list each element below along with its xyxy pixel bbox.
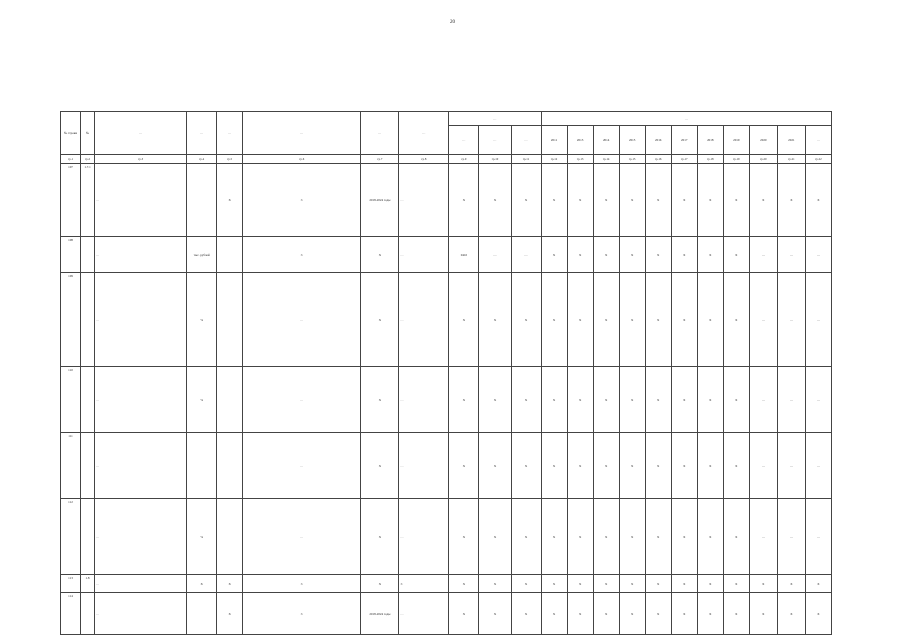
row-number-cell: 112 bbox=[61, 499, 81, 575]
year-value-cell: … bbox=[749, 499, 777, 575]
year-value-cell: … bbox=[749, 433, 777, 499]
year-value-cell: X bbox=[697, 367, 723, 433]
header-year: 2019 bbox=[723, 126, 749, 155]
header-finance-1: … bbox=[449, 126, 479, 155]
year-value-cell: … bbox=[749, 237, 777, 273]
table-row bbox=[61, 367, 832, 433]
header-total: … bbox=[805, 126, 831, 155]
table-body bbox=[61, 155, 832, 635]
name-cell: … bbox=[95, 273, 187, 367]
base-value-cell: X bbox=[217, 164, 243, 237]
year-value-cell: X bbox=[671, 273, 697, 367]
year-value-cell: X bbox=[593, 164, 619, 237]
year-value-cell: X bbox=[567, 575, 593, 593]
year-value-cell: X bbox=[671, 164, 697, 237]
year-value-cell: X bbox=[567, 433, 593, 499]
year-value-cell: X bbox=[619, 273, 645, 367]
header-unit: … bbox=[187, 112, 217, 155]
finance-cell: … bbox=[511, 237, 541, 273]
finance-cell: X bbox=[511, 273, 541, 367]
year-value-cell: X bbox=[723, 499, 749, 575]
total-value-cell: X bbox=[805, 575, 831, 593]
column-number-cell: гр.4 bbox=[187, 155, 217, 164]
unit-cell bbox=[187, 593, 217, 635]
unit-cell: % bbox=[187, 273, 217, 367]
total-value-cell: … bbox=[805, 273, 831, 367]
column-number-cell: гр.20 bbox=[749, 155, 777, 164]
total-value-cell: X bbox=[805, 164, 831, 237]
method-cell: X bbox=[243, 164, 361, 237]
column-number-cell: гр.2 bbox=[81, 155, 95, 164]
year-value-cell: X bbox=[645, 575, 671, 593]
year-value-cell: X bbox=[593, 237, 619, 273]
row-number-cell: 110 bbox=[61, 367, 81, 433]
method-cell: … bbox=[243, 367, 361, 433]
header-finance-3: … bbox=[511, 126, 541, 155]
method-cell: X bbox=[243, 237, 361, 273]
finance-cell: X bbox=[449, 499, 479, 575]
year-value-cell: X bbox=[671, 433, 697, 499]
year-value-cell: … bbox=[777, 237, 805, 273]
year-value-cell: X bbox=[619, 593, 645, 635]
subnumber-cell bbox=[81, 367, 95, 433]
responsible-cell: X bbox=[399, 575, 449, 593]
deadline-cell: 2018-2024 годы bbox=[361, 164, 399, 237]
deadline-cell: X bbox=[361, 273, 399, 367]
finance-cell: X bbox=[511, 593, 541, 635]
header-year: 2016 bbox=[645, 126, 671, 155]
year-value-cell: X bbox=[697, 433, 723, 499]
base-value-cell bbox=[217, 499, 243, 575]
subnumber-cell bbox=[81, 593, 95, 635]
year-value-cell: X bbox=[567, 273, 593, 367]
year-value-cell: X bbox=[619, 575, 645, 593]
method-cell: … bbox=[243, 499, 361, 575]
year-value-cell: X bbox=[777, 575, 805, 593]
header-year: 2020 bbox=[749, 126, 777, 155]
header-year: 2011 bbox=[541, 126, 567, 155]
column-number-cell: гр.14 bbox=[593, 155, 619, 164]
subnumber-cell bbox=[81, 433, 95, 499]
finance-cell: X bbox=[449, 575, 479, 593]
deadline-cell: X bbox=[361, 367, 399, 433]
finance-cell: 0410 bbox=[449, 237, 479, 273]
row-number-cell: 108 bbox=[61, 237, 81, 273]
year-value-cell: … bbox=[777, 273, 805, 367]
year-value-cell: X bbox=[645, 499, 671, 575]
subnumber-cell: 1.7.1 bbox=[81, 164, 95, 237]
base-value-cell: X bbox=[217, 575, 243, 593]
method-cell: … bbox=[243, 273, 361, 367]
year-value-cell: X bbox=[645, 164, 671, 237]
year-value-cell: X bbox=[541, 575, 567, 593]
deadline-cell: X bbox=[361, 433, 399, 499]
header-year: 2013 bbox=[567, 126, 593, 155]
header-finance-group: … bbox=[449, 112, 541, 126]
year-value-cell: X bbox=[645, 273, 671, 367]
year-value-cell: X bbox=[645, 237, 671, 273]
year-value-cell: X bbox=[671, 575, 697, 593]
year-value-cell: X bbox=[697, 237, 723, 273]
year-value-cell: X bbox=[567, 164, 593, 237]
responsible-cell: … bbox=[399, 273, 449, 367]
header-row-number: № строки bbox=[61, 112, 81, 155]
responsible-cell: … bbox=[399, 499, 449, 575]
deadline-cell: 2018-2024 годы bbox=[361, 593, 399, 635]
year-value-cell: X bbox=[541, 237, 567, 273]
page-number: 20 bbox=[450, 20, 455, 25]
total-value-cell: … bbox=[805, 367, 831, 433]
table-row bbox=[61, 164, 832, 237]
total-value-cell: … bbox=[805, 433, 831, 499]
name-cell: … bbox=[95, 575, 187, 593]
subnumber-cell bbox=[81, 273, 95, 367]
year-value-cell: … bbox=[777, 367, 805, 433]
year-value-cell: X bbox=[541, 273, 567, 367]
name-cell: … bbox=[95, 593, 187, 635]
column-number-cell: гр.9 bbox=[449, 155, 479, 164]
method-cell: … bbox=[243, 433, 361, 499]
header-number: № bbox=[81, 112, 95, 155]
year-value-cell: X bbox=[697, 499, 723, 575]
year-value-cell: X bbox=[593, 499, 619, 575]
header-responsible: … bbox=[399, 112, 449, 155]
year-value-cell: X bbox=[567, 237, 593, 273]
year-value-cell: X bbox=[723, 575, 749, 593]
name-cell: … bbox=[95, 367, 187, 433]
year-value-cell: … bbox=[777, 499, 805, 575]
responsible-cell: … bbox=[399, 164, 449, 237]
method-cell: X bbox=[243, 593, 361, 635]
column-number-cell: гр.18 bbox=[697, 155, 723, 164]
year-value-cell: X bbox=[723, 237, 749, 273]
total-value-cell: … bbox=[805, 237, 831, 273]
unit-cell bbox=[187, 433, 217, 499]
subnumber-cell bbox=[81, 499, 95, 575]
header-base-value: … bbox=[217, 112, 243, 155]
unit-cell: % bbox=[187, 499, 217, 575]
finance-cell: X bbox=[479, 575, 511, 593]
year-value-cell: X bbox=[671, 593, 697, 635]
year-value-cell: … bbox=[777, 433, 805, 499]
year-value-cell: X bbox=[645, 367, 671, 433]
name-cell: … bbox=[95, 499, 187, 575]
program-table-sheet bbox=[60, 111, 832, 615]
name-cell: … bbox=[95, 164, 187, 237]
year-value-cell: X bbox=[723, 164, 749, 237]
deadline-cell: X bbox=[361, 499, 399, 575]
base-value-cell bbox=[217, 367, 243, 433]
unit-cell bbox=[187, 164, 217, 237]
header-year: 2014 bbox=[593, 126, 619, 155]
finance-cell: X bbox=[479, 164, 511, 237]
year-value-cell: X bbox=[619, 367, 645, 433]
row-number-cell: 114 bbox=[61, 593, 81, 635]
row-number-cell: 107 bbox=[61, 164, 81, 237]
year-value-cell: X bbox=[567, 593, 593, 635]
base-value-cell: X bbox=[217, 593, 243, 635]
responsible-cell: … bbox=[399, 433, 449, 499]
table-row bbox=[61, 499, 832, 575]
year-value-cell: X bbox=[593, 593, 619, 635]
header-year: 2017 bbox=[671, 126, 697, 155]
finance-cell: X bbox=[479, 593, 511, 635]
row-number-cell: 111 bbox=[61, 433, 81, 499]
column-number-row bbox=[61, 155, 832, 164]
column-number-cell: гр.3 bbox=[95, 155, 187, 164]
year-value-cell: X bbox=[619, 237, 645, 273]
column-number-cell: гр.7 bbox=[361, 155, 399, 164]
subnumber-cell: 1.8 bbox=[81, 575, 95, 593]
unit-cell: тыс. рублей bbox=[187, 237, 217, 273]
year-value-cell: X bbox=[619, 433, 645, 499]
column-number-cell: гр.17 bbox=[671, 155, 697, 164]
header-year: 2018 bbox=[697, 126, 723, 155]
year-value-cell: … bbox=[749, 367, 777, 433]
column-number-cell: гр.13 bbox=[567, 155, 593, 164]
finance-cell: … bbox=[479, 237, 511, 273]
year-value-cell: X bbox=[697, 593, 723, 635]
column-number-cell: гр.8 bbox=[399, 155, 449, 164]
finance-cell: X bbox=[479, 433, 511, 499]
name-cell: … bbox=[95, 433, 187, 499]
year-value-cell: X bbox=[697, 575, 723, 593]
total-value-cell: … bbox=[805, 499, 831, 575]
table-row bbox=[61, 273, 832, 367]
year-value-cell: X bbox=[671, 237, 697, 273]
year-value-cell: X bbox=[619, 499, 645, 575]
column-number-cell: гр.16 bbox=[645, 155, 671, 164]
year-value-cell: X bbox=[723, 433, 749, 499]
column-number-cell: гр.22 bbox=[805, 155, 831, 164]
row-number-cell: 109 bbox=[61, 273, 81, 367]
row-number-cell: 113 bbox=[61, 575, 81, 593]
header-deadlines: … bbox=[361, 112, 399, 155]
column-number-cell: гр.21 bbox=[777, 155, 805, 164]
year-value-cell: X bbox=[697, 164, 723, 237]
header-years-group: … bbox=[541, 112, 831, 126]
column-number-cell: гр.6 bbox=[243, 155, 361, 164]
method-cell: X bbox=[243, 575, 361, 593]
name-cell: … bbox=[95, 237, 187, 273]
subnumber-cell bbox=[81, 237, 95, 273]
finance-cell: X bbox=[449, 273, 479, 367]
responsible-cell: … bbox=[399, 367, 449, 433]
total-value-cell: X bbox=[805, 593, 831, 635]
column-number-cell: гр.10 bbox=[479, 155, 511, 164]
finance-cell: X bbox=[449, 164, 479, 237]
year-value-cell: X bbox=[671, 499, 697, 575]
year-value-cell: X bbox=[723, 367, 749, 433]
table-row bbox=[61, 237, 832, 273]
year-value-cell: X bbox=[593, 367, 619, 433]
finance-cell: X bbox=[511, 433, 541, 499]
year-value-cell: X bbox=[541, 367, 567, 433]
year-value-cell: X bbox=[593, 575, 619, 593]
finance-cell: X bbox=[479, 499, 511, 575]
year-value-cell: X bbox=[723, 273, 749, 367]
year-value-cell: X bbox=[541, 593, 567, 635]
header-method: … bbox=[243, 112, 361, 155]
column-number-cell: гр.15 bbox=[619, 155, 645, 164]
year-value-cell: X bbox=[749, 593, 777, 635]
column-number-cell: гр.1 bbox=[61, 155, 81, 164]
year-value-cell: X bbox=[567, 499, 593, 575]
responsible-cell: … bbox=[399, 237, 449, 273]
year-value-cell: X bbox=[541, 164, 567, 237]
finance-cell: X bbox=[511, 367, 541, 433]
year-value-cell: X bbox=[645, 433, 671, 499]
base-value-cell bbox=[217, 237, 243, 273]
program-indicators-table bbox=[60, 111, 832, 635]
year-value-cell: X bbox=[645, 593, 671, 635]
table-row bbox=[61, 433, 832, 499]
year-value-cell: … bbox=[749, 273, 777, 367]
year-value-cell: X bbox=[541, 433, 567, 499]
finance-cell: X bbox=[511, 164, 541, 237]
column-number-cell: гр.5 bbox=[217, 155, 243, 164]
finance-cell: X bbox=[449, 367, 479, 433]
year-value-cell: X bbox=[671, 367, 697, 433]
finance-cell: X bbox=[449, 593, 479, 635]
finance-cell: X bbox=[479, 273, 511, 367]
finance-cell: X bbox=[511, 499, 541, 575]
year-value-cell: X bbox=[777, 164, 805, 237]
unit-cell: % bbox=[187, 367, 217, 433]
year-value-cell: X bbox=[777, 593, 805, 635]
deadline-cell: X bbox=[361, 237, 399, 273]
finance-cell: X bbox=[511, 575, 541, 593]
finance-cell: X bbox=[449, 433, 479, 499]
base-value-cell bbox=[217, 273, 243, 367]
responsible-cell: … bbox=[399, 593, 449, 635]
column-number-cell: гр.19 bbox=[723, 155, 749, 164]
table-row bbox=[61, 593, 832, 635]
year-value-cell: X bbox=[593, 433, 619, 499]
finance-cell: X bbox=[479, 367, 511, 433]
year-value-cell: X bbox=[723, 593, 749, 635]
year-value-cell: X bbox=[593, 273, 619, 367]
header-name: … bbox=[95, 112, 187, 155]
unit-cell: X bbox=[187, 575, 217, 593]
base-value-cell bbox=[217, 433, 243, 499]
year-value-cell: X bbox=[567, 367, 593, 433]
column-number-cell: гр.12 bbox=[541, 155, 567, 164]
header-year: 2021 bbox=[777, 126, 805, 155]
year-value-cell: X bbox=[619, 164, 645, 237]
header-finance-2: … bbox=[479, 126, 511, 155]
year-value-cell: X bbox=[749, 164, 777, 237]
year-value-cell: X bbox=[749, 575, 777, 593]
header-year: 2015 bbox=[619, 126, 645, 155]
column-number-cell: гр.11 bbox=[511, 155, 541, 164]
deadline-cell: X bbox=[361, 575, 399, 593]
year-value-cell: X bbox=[697, 273, 723, 367]
table-row bbox=[61, 575, 832, 593]
year-value-cell: X bbox=[541, 499, 567, 575]
